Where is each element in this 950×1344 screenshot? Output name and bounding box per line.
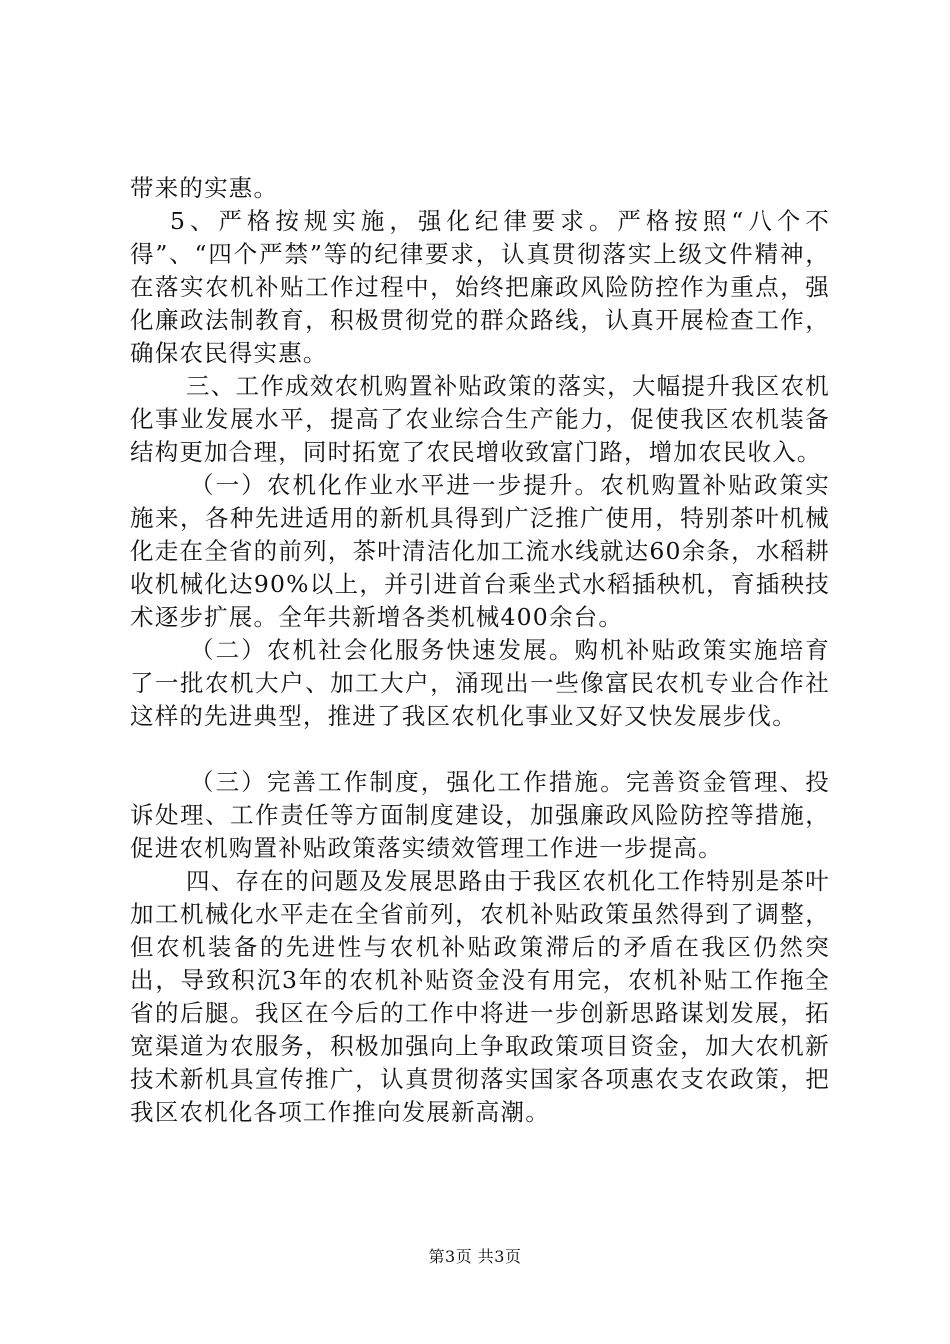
paragraph-problems-outlook: 四、存在的问题及发展思路由于我区农机化工作特别是茶叶加工机械化水平走在全省前列，农机补贴政策虽然得到了调整，但农机装备的先进性与农机补贴政策滞后的矛盾在我区仍然突出，导致积沉3年的农机补贴资金没有用完，农机补贴工作拖全省的后腿。我区在今后的工作中将进一步创新思路谋划发展，拓宽渠道为农服务，积极加强向上争取政策项目资金，加大农机新技术新机具宣传推广，认真贯彻落实国家各项惠农支农政策，把我区农机化各项工作推向发展新高潮。	[130, 867, 830, 1126]
paragraph-results-heading: 三、工作成效农机购置补贴政策的落实，大幅提升我区农机化事业发展水平，提高了农业综合生产能力，促使我区农机装备结构更加合理，同时拓宽了农民增收致富门路，增加农民收入。	[130, 372, 830, 466]
paragraph-social-service: （二）农机社会化服务快速发展。购机补贴政策实施培育了一批农机大户、加工大户，涌现出一些像富民农机专业合作社这样的先进典型，推进了我区农机化事业又好又快发展步伐。	[130, 636, 830, 730]
paragraph-mechanization-level: （一）农机化作业水平进一步提升。农机购置补贴政策实施来，各种先进适用的新机具得到广泛推广使用，特别茶叶机械化走在全省的前列，茶叶清洁化加工流水线就达60余条，水稻耕收机械化达90%以上，并引进首台乘坐式水稻插秧机，育插秧技术逐步扩展。全年共新增各类机械400余台。	[130, 471, 830, 631]
page-footer: 第3页 共3页	[428, 1247, 522, 1266]
paragraph-discipline: 5、严格按规实施，强化纪律要求。严格按照“八个不得”、“四个严禁”等的纪律要求，认真贯彻落实上级文件精神，在落实农机补贴工作过程中，始终把廉政风险防控作为重点，强化廉政法制教育，积极贯彻党的群众路线，认真开展检查工作，确保农民得实惠。	[130, 207, 830, 367]
document-body	[130, 172, 830, 1129]
paragraph-continuation: 带来的实惠。	[130, 174, 279, 202]
paragraph-spacer	[130, 733, 830, 766]
paragraph-work-system: （三）完善工作制度，强化工作措施。完善资金管理、投诉处理、工作责任等方面制度建设，加强廉政风险防控等措施，促进农机购置补贴政策落实绩效管理工作进一步提高。	[130, 768, 830, 862]
